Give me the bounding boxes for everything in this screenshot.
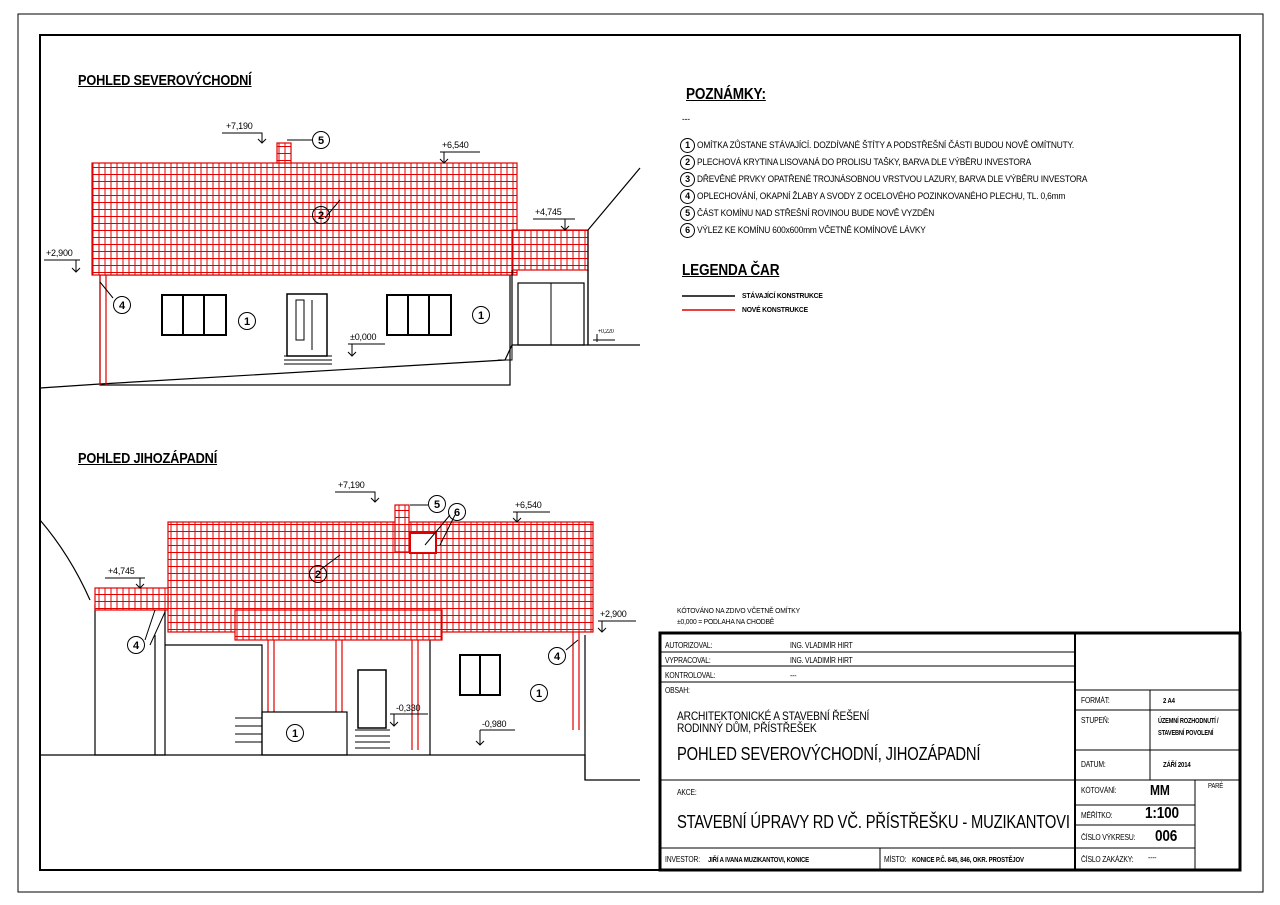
sw-marker-1b: 1 [286,724,304,742]
dims-note-line2: ±0,000 = PODLAHA NA CHODBĚ [677,617,775,626]
ne-view-title: POHLED SEVEROVÝCHODNÍ [78,72,252,89]
tb-stupen: ÚZEMNÍ ROZHODNUTÍ / STAVEBNÍ POVOLENÍ [1158,718,1219,737]
tb-autorizoval-label: AUTORIZOVAL: [665,641,713,650]
note-marker-2: 2 [680,155,695,170]
tb-kontroloval-label: KONTROLOVAL: [665,671,716,680]
note-marker-5: 5 [680,206,695,221]
tb-stupen-label: STUPEŇ: [1081,716,1110,725]
tb-investor: JIŘÍ A IVANA MUZIKANTOVI, KONICE [708,855,809,864]
sw-marker-5: 5 [428,495,446,513]
tb-cislo-zakazky: ---- [1148,853,1157,862]
ne-marker-4: 4 [113,296,131,314]
sw-chimney [395,505,409,552]
legend-title: LEGENDA ČAR [682,262,780,279]
sw-elev-ground: -0,980 [482,719,507,729]
tb-misto-label: MÍSTO: [884,855,907,864]
tb-obsah-line1: ARCHITEKTONICKÉ A STAVEBNÍ ŘEŠENÍ [677,709,870,723]
tb-format: 2 A4 [1163,696,1175,705]
inner-frame [40,35,1240,870]
sw-marker-2: 2 [309,565,327,583]
ne-elev-ground: +0,220 [598,329,614,335]
sw-marker-4b: 4 [548,647,566,665]
notes-dash: --- [682,114,690,125]
sw-marker-4a: 4 [127,636,145,654]
note-marker-4: 4 [680,189,695,204]
tb-vypracoval: ING. VLADIMÍR HIRT [790,656,853,665]
tb-misto: KONICE P.Č. 845, 846, OKR. PROSTĚJOV [912,855,1024,864]
tb-investor-label: INVESTOR: [665,855,701,864]
ne-elev-chimney: +7,190 [226,121,253,131]
tb-vypracoval-label: VYPRACOVAL: [665,656,711,665]
tb-datum-label: DATUM: [1081,760,1106,769]
sw-marker-6: 6 [448,503,466,521]
tb-obsah-main: POHLED SEVEROVÝCHODNÍ, JIHOZÁPADNÍ [677,744,981,764]
tb-autorizoval: ING. VLADIMÍR HIRT [790,641,853,650]
tb-datum: ZÁŘÍ 2014 [1163,760,1191,769]
ne-annex-roof [512,230,588,270]
ne-elev-eave: +2,900 [46,248,73,258]
ne-marker-2: 2 [312,206,330,224]
sw-view-title: POHLED JIHOZÁPADNÍ [78,450,218,467]
note-item-1: OMÍTKA ZŮSTANE STÁVAJÍCÍ. DOZDÍVANÉ ŠTÍTY A PODSTŘEŠNÍ ČÁSTI BUDOU NOVĚ OMÍTNUTY. [697,140,1075,151]
tb-pare-label: PARÉ [1208,783,1224,790]
sw-elevation [40,492,640,780]
sw-elev-ridge: +6,540 [515,500,542,510]
tb-cislo-zakazky-label: ČÍSLO ZAKÁZKY: [1081,855,1134,864]
sw-elev-eave: +2,900 [600,609,627,619]
tb-obsah-line2: RODINNÝ DŮM, PŘÍSTŘEŠEK [677,721,817,735]
ne-elev-floor: ±0,000 [350,332,377,342]
ne-main-roof [92,163,517,275]
ne-marker-1b: 1 [472,306,490,324]
legend-new-label: NOVÉ KONSTRUKCE [742,305,808,314]
ne-elev-ridge: +6,540 [442,140,469,150]
note-marker-6: 6 [680,223,695,238]
dims-note-line1: KÓTOVÁNO NA ZDIVO VČETNĚ OMÍTKY [677,606,800,615]
tb-akce-label: AKCE: [677,788,697,797]
ne-chimney [277,143,291,163]
tb-cislo-vykresu: 006 [1155,828,1178,845]
tb-akce: STAVEBNÍ ÚPRAVY RD VČ. PŘÍSTŘEŠKU - MUZIKANTOVI [677,812,1070,832]
sw-elev-annex: +4,745 [108,566,135,576]
ne-elev-annex: +4,745 [535,207,562,217]
sw-annex-roof [95,588,168,610]
tb-meritko: 1:100 [1145,805,1179,822]
sw-canopy-roof [235,610,442,640]
note-marker-1: 1 [680,138,695,153]
tb-cislo-vykresu-label: ČÍSLO VÝKRESU: [1081,833,1136,842]
sw-elev-chimney: +7,190 [338,480,365,490]
tb-kontroloval: --- [790,671,797,680]
tb-kotovani-label: KÓTOVÁNÍ: [1081,786,1117,795]
legend-existing-label: STÁVAJÍCÍ KONSTRUKCE [742,291,823,300]
ne-marker-1a: 1 [238,312,256,330]
tb-meritko-label: MĚŘÍTKO: [1081,811,1113,820]
note-item-4: OPLECHOVÁNÍ, OKAPNÍ ŽLABY A SVODY Z OCELOVÉHO POZINKOVANÉHO PLECHU, TL. 0,6mm [697,191,1066,202]
sw-elev-step: -0,330 [396,703,421,713]
note-item-5: ČÁST KOMÍNU NAD STŘEŠNÍ ROVINOU BUDE NOVĚ VYZDĚN [697,208,935,219]
note-marker-3: 3 [680,172,695,187]
tb-format-label: FORMÁT: [1081,696,1110,705]
tb-obsah-label: OBSAH: [665,686,690,695]
tb-kotovani: MM [1150,782,1170,799]
note-item-2: PLECHOVÁ KRYTINA LISOVANÁ DO PROLISU TAŠKY, BARVA DLE VÝBĚRU INVESTORA [697,157,1031,168]
note-item-6: VÝLEZ KE KOMÍNU 600x600mm VČETNĚ KOMÍNOVÉ LÁVKY [697,225,926,236]
note-item-3: DŘEVĚNÉ PRVKY OPATŘENÉ TROJNÁSOBNOU VRSTVOU LAZURY, BARVA DLE VÝBĚRU INVESTORA [697,174,1088,185]
ne-elevation [40,133,640,388]
sw-marker-1a: 1 [530,684,548,702]
notes-title: POZNÁMKY: [686,86,766,103]
ne-marker-5: 5 [312,131,330,149]
